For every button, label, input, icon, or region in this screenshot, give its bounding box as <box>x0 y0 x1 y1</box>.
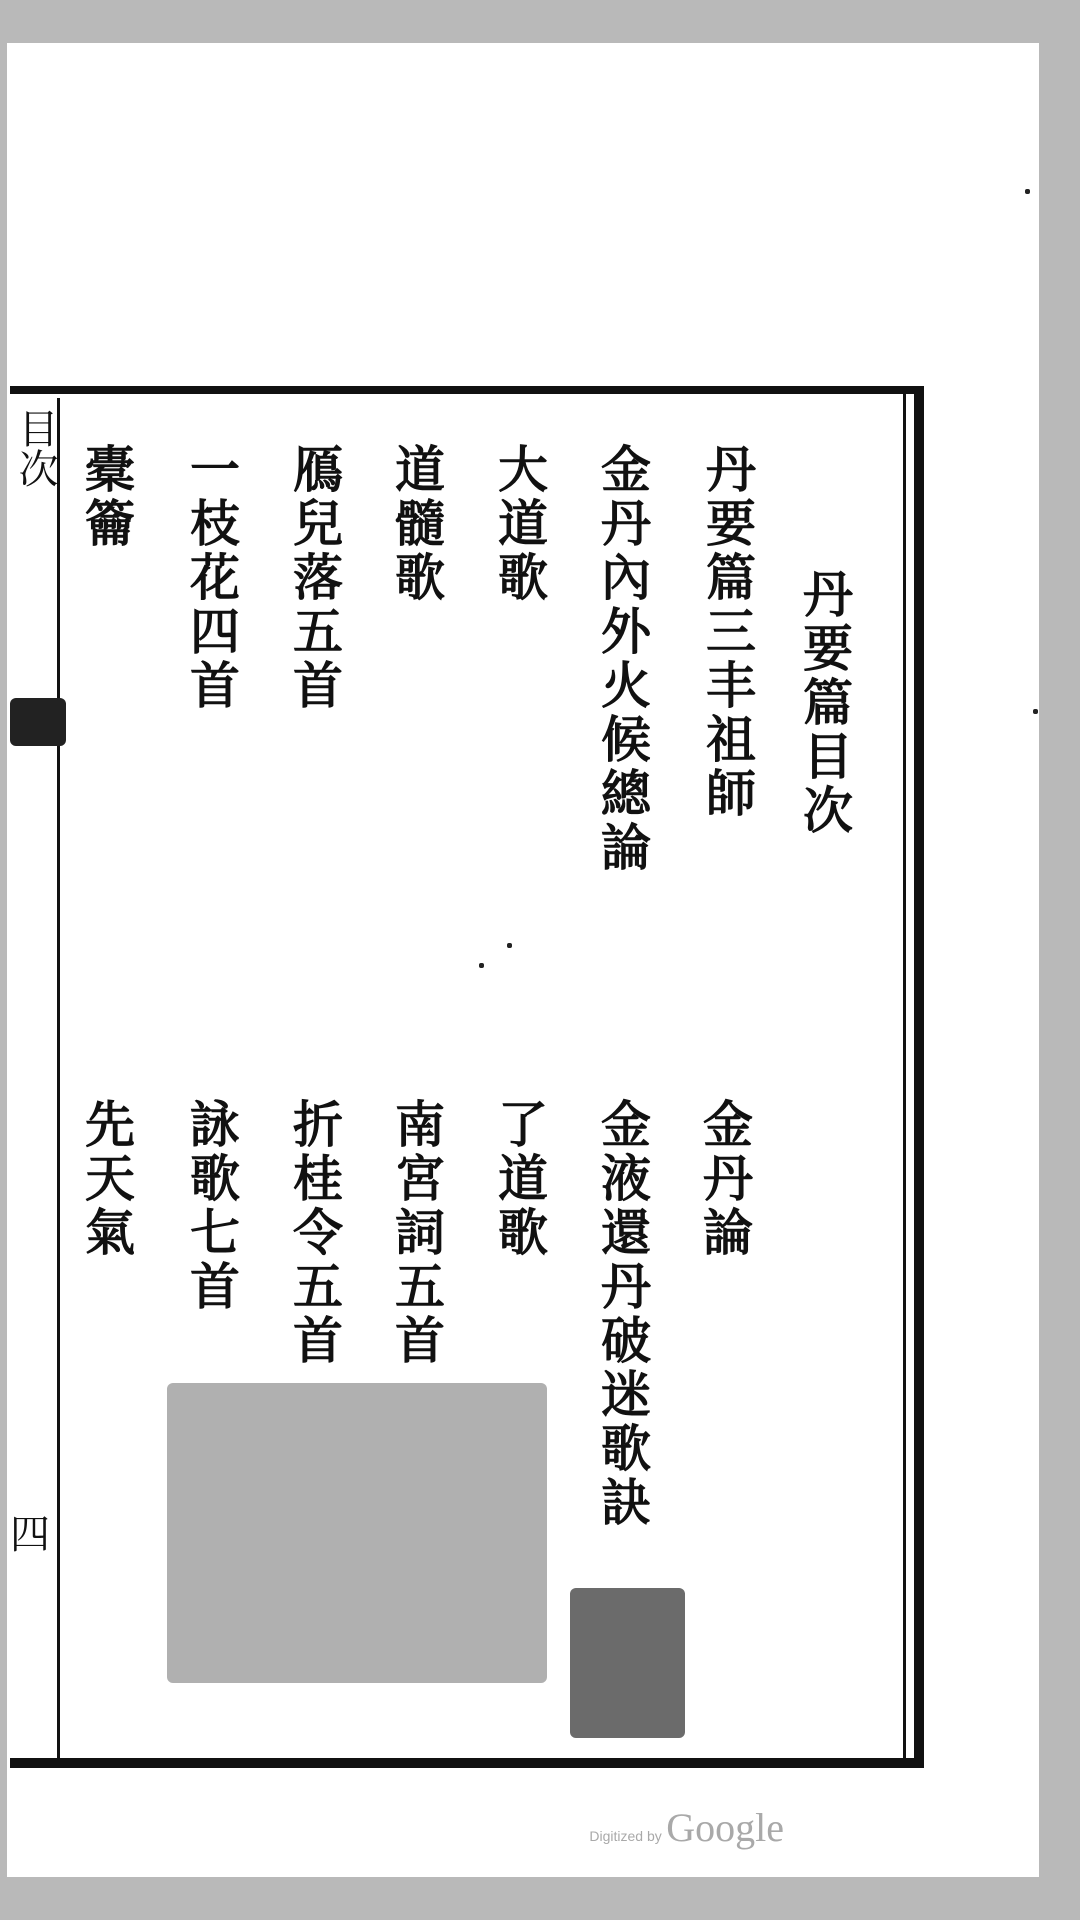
digitized-watermark <box>589 1804 784 1851</box>
toc-entry: 一枝花四首 <box>182 443 241 713</box>
frame-right-rule <box>914 386 924 1768</box>
toc-entry: 金液還丹破迷歌訣 <box>593 1098 652 1530</box>
toc-entry: 金丹論 <box>695 1098 754 1260</box>
speck <box>1025 189 1030 194</box>
frame-bottom-rule <box>10 1758 924 1768</box>
ink-stain <box>167 1383 547 1683</box>
toc-entry: 折桂令五首 <box>285 1098 344 1368</box>
speck <box>507 943 512 948</box>
toc-entry: 道髓歌 <box>387 443 446 605</box>
toc-entry: 金丹內外火候總論 <box>593 443 652 875</box>
watermark-prefix: Digitized by <box>589 1828 662 1844</box>
google-logo: Google <box>666 1805 784 1850</box>
toc-title: 丹要篇目次 <box>795 568 854 838</box>
toc-entry: 詠歌七首 <box>182 1098 241 1314</box>
toc-entry: 了道歌 <box>490 1098 549 1260</box>
toc-entry: 大道歌 <box>490 443 549 605</box>
toc-entry: 先天氣 <box>77 1098 136 1260</box>
frame-left-rule <box>57 398 60 1758</box>
folio-number: 四 <box>10 1512 50 1558</box>
speck <box>479 963 484 968</box>
toc-entry: 丹要篇三丰祖師 <box>698 443 757 821</box>
toc-entry: 鴈兒落五首 <box>285 443 344 713</box>
seal-stamp <box>570 1588 685 1738</box>
binding-mark <box>10 698 66 746</box>
frame-right-inner-rule <box>903 386 906 1768</box>
speck <box>1033 709 1038 714</box>
margin-label: 目次 <box>12 408 58 488</box>
scanned-page <box>7 43 1039 1877</box>
toc-entry: 南宮詞五首 <box>387 1098 446 1368</box>
frame-top-rule <box>10 386 924 394</box>
toc-entry: 橐籥 <box>77 443 136 551</box>
